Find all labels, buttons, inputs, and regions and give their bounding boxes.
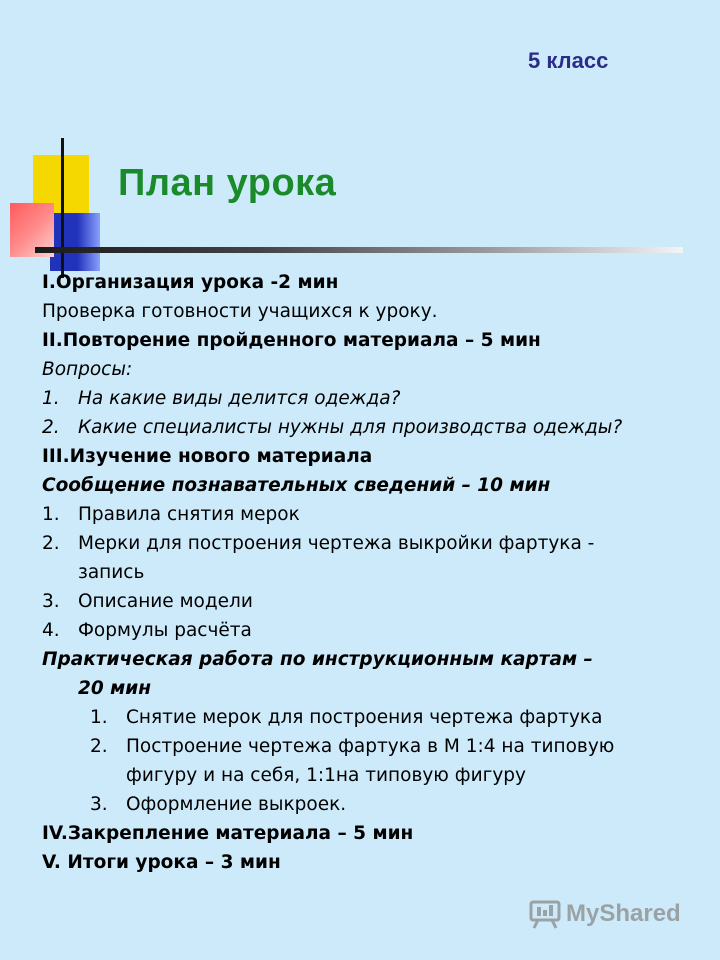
practical-text: Оформление выкроек. xyxy=(126,794,347,815)
practical-number: 2. xyxy=(90,736,108,757)
list-item xyxy=(42,529,702,558)
lesson-plan xyxy=(42,268,702,877)
list-item-continuation: запись xyxy=(78,562,145,583)
watermark-text: MyShared xyxy=(566,900,681,927)
list-number: 3. xyxy=(42,591,60,612)
question-text: На какие виды делится одежда? xyxy=(78,388,401,409)
grade-label: 5 класс xyxy=(528,48,609,73)
practical-text: Построение чертежа фартука в М 1:4 на типовую xyxy=(126,736,615,757)
practical-work-duration: 20 мин xyxy=(78,678,152,699)
question-item xyxy=(42,384,702,413)
practical-text: Снятие мерок для построения чертежа фартука xyxy=(126,707,603,728)
list-text: Описание модели xyxy=(78,591,253,612)
list-text: Мерки для построения чертежа выкройки фартука - xyxy=(78,533,595,554)
practical-number: 1. xyxy=(90,707,108,728)
decor-vertical-line xyxy=(61,138,64,278)
questions-label: Вопросы: xyxy=(42,359,133,380)
watermark xyxy=(528,898,681,930)
title-divider xyxy=(35,247,683,253)
question-text: Какие специалисты нужны для производства одежды? xyxy=(78,417,623,438)
list-number: 4. xyxy=(42,620,60,641)
section-3-subheading: Сообщение познавательных сведений – 10 мин xyxy=(42,475,551,496)
practical-number: 3. xyxy=(90,794,108,815)
question-number: 2. xyxy=(42,417,60,438)
question-item xyxy=(42,413,702,442)
list-item xyxy=(42,587,702,616)
practical-item-continuation: фигуру и на себя, 1:1на типовую фигуру xyxy=(126,765,526,786)
list-text: Формулы расчёта xyxy=(78,620,252,641)
slide-title: План урока xyxy=(118,162,337,204)
section-2-title: II.Повторение пройденного материала – 5 мин xyxy=(42,330,541,351)
practical-work-heading: Практическая работа по инструкционным картам – xyxy=(42,649,593,670)
practical-item xyxy=(42,790,702,819)
list-number: 2. xyxy=(42,533,60,554)
question-number: 1. xyxy=(42,388,60,409)
practical-item xyxy=(42,703,702,732)
list-text: Правила снятия мерок xyxy=(78,504,300,525)
section-1-title: I.Организация урока -2 мин xyxy=(42,272,339,293)
section-1-text: Проверка готовности учащихся к уроку. xyxy=(42,301,438,322)
practical-item xyxy=(42,732,702,761)
list-item xyxy=(42,616,702,645)
section-5-title: V. Итоги урока – 3 мин xyxy=(42,852,281,873)
section-4-title: IV.Закрепление материала – 5 мин xyxy=(42,823,414,844)
decor-blue-square xyxy=(50,213,100,271)
section-3-title: III.Изучение нового материала xyxy=(42,446,373,467)
list-item xyxy=(42,500,702,529)
presentation-board-icon xyxy=(528,898,562,930)
list-number: 1. xyxy=(42,504,60,525)
